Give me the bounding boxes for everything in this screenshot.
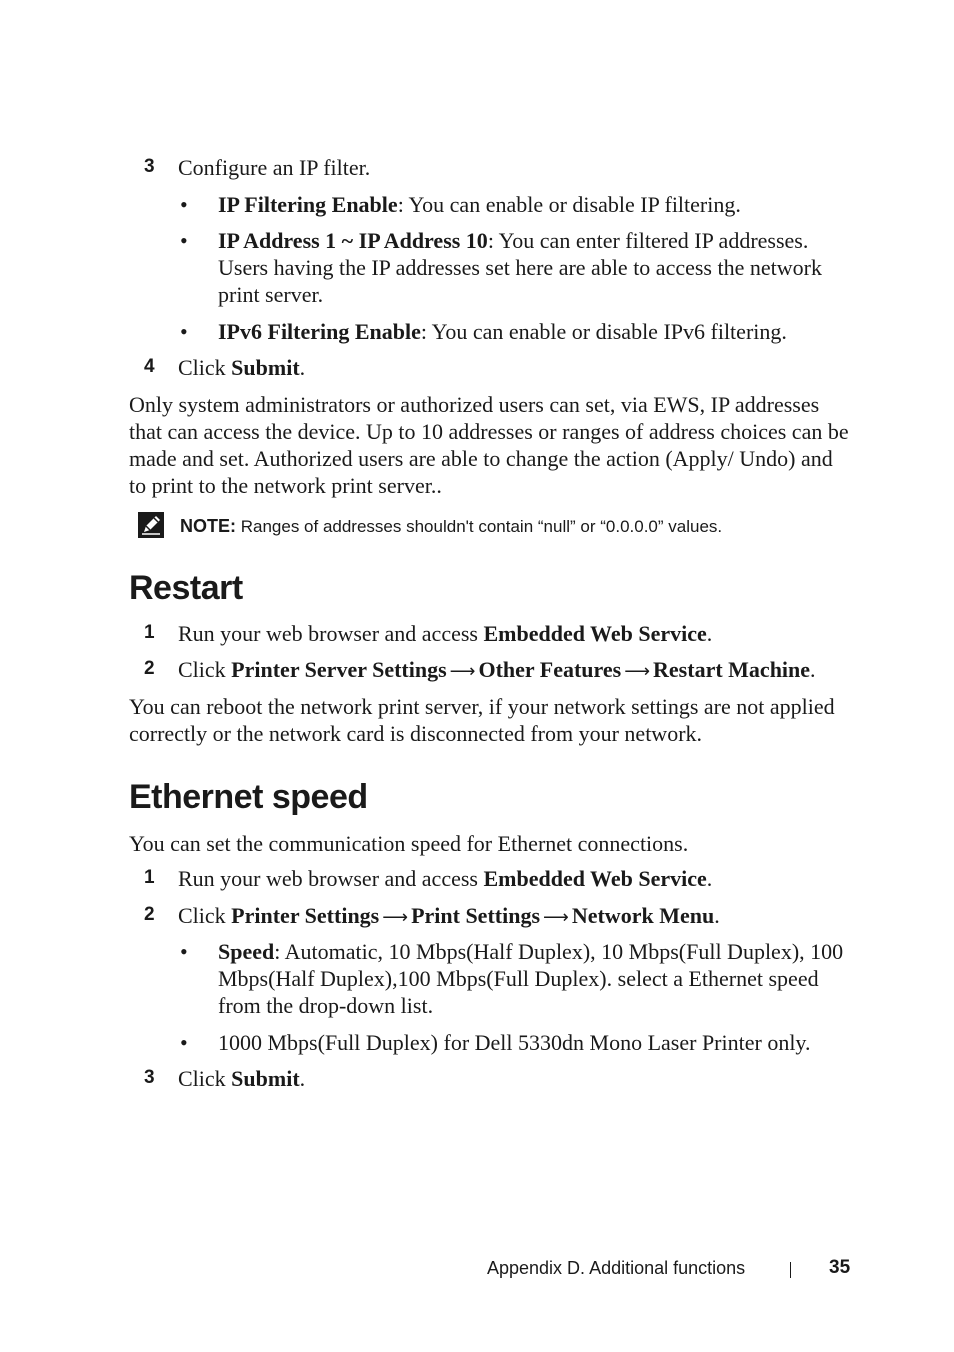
section-heading-ethernet: Ethernet speed <box>129 778 368 816</box>
submit-term: Submit <box>231 355 300 380</box>
bullet-desc: : Automatic, 10 Mbps(Half Duplex), 10 Mbps(Full Duplex), 100 Mbps(Half Duplex),100 Mbps(Full Duplex). select a Ethernet speed from the drop-down list. <box>218 939 844 1018</box>
step-prefix: Run your web browser and access <box>178 621 484 646</box>
list-item <box>218 318 848 345</box>
step-prefix: Click <box>178 903 232 928</box>
note <box>180 514 722 539</box>
step-number: 4 <box>144 356 155 377</box>
arrow-right-icon: ⟶ <box>543 907 569 928</box>
bullet-term: Speed <box>218 939 275 964</box>
menu-path-item: Printer Settings <box>231 903 380 928</box>
arrow-right-icon: ⟶ <box>624 661 651 682</box>
bullet-glyph: • <box>180 1030 188 1055</box>
step-suffix: . <box>810 657 816 682</box>
step-text <box>178 865 858 892</box>
step-suffix: . <box>714 903 720 928</box>
menu-path-item: Other Features <box>478 657 622 682</box>
bullet-glyph: • <box>180 939 188 964</box>
bullet-glyph: • <box>180 228 188 253</box>
step-text <box>178 656 858 685</box>
step-prefix: Click <box>178 657 232 682</box>
bullet-term: IP Filtering Enable <box>218 192 398 217</box>
pencil-note-icon <box>138 512 164 538</box>
list-item <box>218 938 848 1019</box>
bullet-glyph: • <box>180 319 188 344</box>
ews-term: Embedded Web Service <box>483 866 707 891</box>
step-suffix: . <box>706 866 713 891</box>
step-number: 2 <box>144 904 155 925</box>
bullet-desc: : You can enter filtered IP addresses. Users having the IP addresses set here are able to access the network print server. <box>218 228 822 307</box>
body-paragraph: You can set the communication speed for Ethernet connections. <box>129 831 689 856</box>
note-text: Ranges of addresses shouldn't contain “null” or “0.0.0.0” values. <box>236 517 723 536</box>
bullet-glyph: • <box>180 192 188 217</box>
step-suffix: . <box>706 621 713 646</box>
footer-divider <box>790 1262 791 1278</box>
arrow-right-icon: ⟶ <box>449 661 476 682</box>
arrow-right-icon: ⟶ <box>382 907 409 928</box>
note-label: NOTE: <box>180 516 236 536</box>
menu-path-item: Network Menu <box>571 903 715 928</box>
footer-section-title: Appendix D. Additional functions <box>487 1258 746 1278</box>
menu-path-item: Restart Machine <box>653 657 811 682</box>
step-number: 2 <box>144 658 155 679</box>
step-text <box>178 1065 858 1092</box>
section-heading-restart: Restart <box>129 569 243 607</box>
step-number: 1 <box>144 867 155 888</box>
menu-path-item: Printer Server Settings <box>231 657 447 682</box>
step-text: Configure an IP filter. <box>178 155 371 180</box>
menu-path-item: Print Settings <box>411 903 541 928</box>
bullet-desc: : You can enable or disable IP filtering. <box>397 192 741 217</box>
bullet-term: IP Address 1 ~ IP Address 10 <box>218 228 488 253</box>
step-prefix: Click <box>178 1066 232 1091</box>
ews-term: Embedded Web Service <box>483 621 707 646</box>
step-text <box>178 354 858 381</box>
step-prefix: Run your web browser and access <box>178 866 484 891</box>
step-text <box>178 620 858 647</box>
step-number: 3 <box>144 156 155 177</box>
step-number: 3 <box>144 1067 155 1088</box>
step-suffix: . <box>299 355 306 380</box>
step-prefix: Click <box>178 355 232 380</box>
page-number: 35 <box>829 1257 851 1278</box>
step-text <box>178 902 858 931</box>
list-item <box>218 1029 858 1056</box>
step-suffix: . <box>299 1066 306 1091</box>
submit-term: Submit <box>231 1066 300 1091</box>
bullet-term: IPv6 Filtering Enable <box>218 319 421 344</box>
bullet-desc: : You can enable or disable IPv6 filtering. <box>420 319 787 344</box>
list-item <box>218 191 848 218</box>
body-paragraph: Only system administrators or authorized users can set, via EWS, IP addresses that can access the device. Up to 10 addresses or ranges of address choices can be made and set. Authorized users are able to change the action (Apply/ Undo) and to print to the network print server.. <box>129 392 849 498</box>
bullet-desc: 1000 Mbps(Full Duplex) for Dell 5330dn Mono Laser Printer only. <box>218 1030 811 1055</box>
body-paragraph: You can reboot the network print server, if your network settings are not applied correctly or the network card is disconnected from your network. <box>129 694 835 746</box>
step-number: 1 <box>144 622 155 643</box>
list-item <box>218 227 848 308</box>
